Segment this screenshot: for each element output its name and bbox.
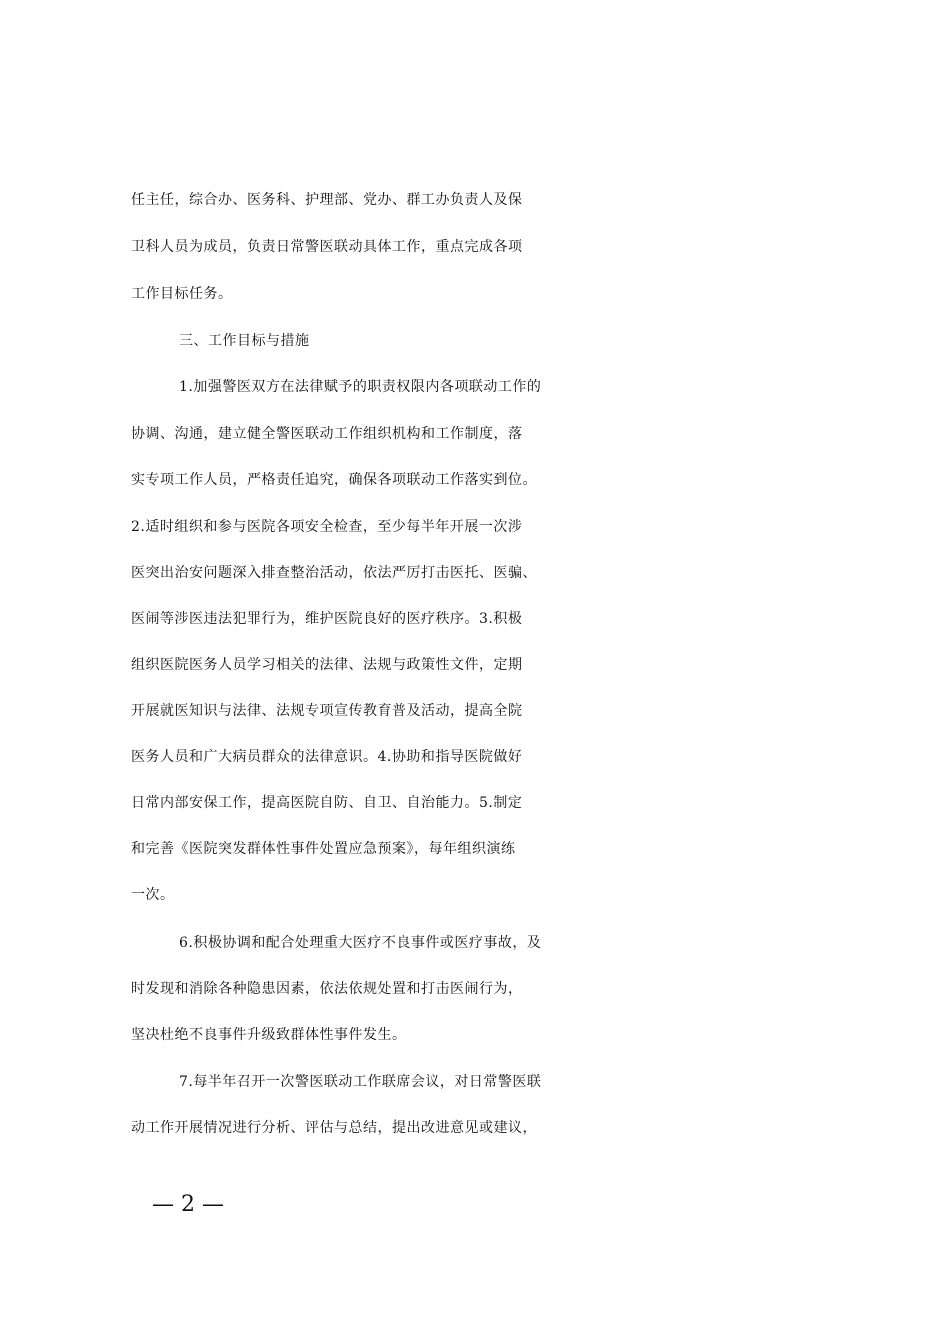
text-line: 医闹等涉医违法犯罪行为，维护医院良好的医疗秩序。3.积极 xyxy=(131,611,523,627)
text-line: 实专项工作人员，严格责任追究，确保各项联动工作落实到位。 xyxy=(131,472,537,488)
text-line: 时发现和消除各种隐患因素，依法依规处置和打击医闹行为， xyxy=(131,981,523,997)
section-heading: 三、工作目标与措施 xyxy=(179,333,310,349)
text-line: 工作目标任务。 xyxy=(131,286,233,302)
text-line: 动工作开展情况进行分析、评估与总结，提出改进意见或建议， xyxy=(131,1120,537,1136)
text-line: 1.加强警医双方在法律赋予的职责权限内各项联动工作的 xyxy=(179,379,542,395)
page-number: — 2 — xyxy=(152,1192,224,1217)
text-line: 日常内部安保工作，提高医院自防、自卫、自治能力。5.制定 xyxy=(131,795,523,811)
text-line: 坚决杜绝不良事件升级致群体性事件发生。 xyxy=(131,1027,407,1043)
text-line: 6.积极协调和配合处理重大医疗不良事件或医疗事故，及 xyxy=(179,935,542,951)
text-line: 2.适时组织和参与医院各项安全检查，至少每半年开展一次涉 xyxy=(131,519,523,535)
text-line: 医务人员和广大病员群众的法律意识。4.协助和指导医院做好 xyxy=(131,749,523,765)
text-line: 协调、沟通，建立健全警医联动工作组织机构和工作制度，落 xyxy=(131,426,523,442)
text-line: 任主任，综合办、医务科、护理部、党办、群工办负责人及保 xyxy=(131,192,523,208)
text-line: 一次。 xyxy=(131,887,175,903)
text-line: 7.每半年召开一次警医联动工作联席会议，对日常警医联 xyxy=(179,1074,542,1090)
text-line: 医突出治安问题深入排查整治活动，依法严厉打击医托、医骗、 xyxy=(131,565,537,581)
text-line: 和完善《医院突发群体性事件处置应急预案》，每年组织演练 xyxy=(131,841,516,857)
text-line: 卫科人员为成员，负责日常警医联动具体工作，重点完成各项 xyxy=(131,239,523,255)
text-line: 组织医院医务人员学习相关的法律、法规与政策性文件，定期 xyxy=(131,657,523,673)
text-line: 开展就医知识与法律、法规专项宣传教育普及活动，提高全院 xyxy=(131,703,523,719)
